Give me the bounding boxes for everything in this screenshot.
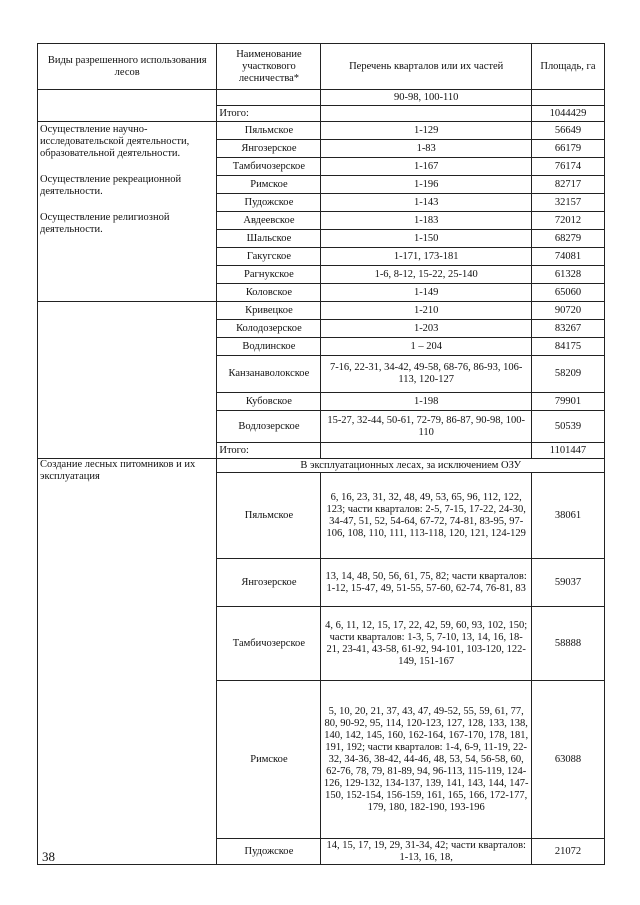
area: 84175: [531, 338, 604, 356]
quarters: 5, 10, 20, 21, 37, 43, 47, 49-52, 55, 59, 61, 77, 80, 90-92, 95, 114, 120-123, 127, 128, 133, 138, 140, 142, 145, 160, 162-164, 167-170, 178, 181, 191, 192; части кварталов: 1-4, 6-9, 11-19, 22-32, 34-36, 38-42, 44-46, 48, 53, 54, 56-58, 60, 62-76, 78, 79, 81-89, 94, 96-113, 115-119, 124-126, 129-132, 134-137, 139, 141, 143, 144, 147-150, 152-154, 156-159, 161, 165, 166, 172-177, 179, 180, 182-190, 193-196: [321, 681, 531, 839]
table-row: [38, 302, 605, 320]
area: 61328: [531, 266, 604, 284]
quarters: 1-83: [321, 140, 531, 158]
quarters: 1-150: [321, 230, 531, 248]
forestry-name: Кубовское: [217, 393, 321, 411]
table-row: [38, 122, 605, 140]
forestry-name: Римское: [217, 681, 321, 839]
total-label: Итого:: [217, 443, 321, 459]
forestry-name: Колодозерское: [217, 320, 321, 338]
use-line: Создание лесных питомников и их эксплуатация: [40, 459, 196, 482]
header-area: Площадь, га: [531, 44, 604, 90]
quarters: 1-6, 8-12, 15-22, 25-140: [321, 266, 531, 284]
quarters: 1-171, 173-181: [321, 248, 531, 266]
forestry-name: Коловское: [217, 284, 321, 302]
forestry-name: Пудожское: [217, 194, 321, 212]
continued-row: [38, 90, 605, 106]
quarters: 14, 15, 17, 19, 29, 31-34, 42; части кварталов: 1-13, 16, 18,: [321, 839, 531, 865]
area: 72012: [531, 212, 604, 230]
forestry-name: Пяльмское: [217, 473, 321, 559]
quarters: 1-183: [321, 212, 531, 230]
area: 50539: [531, 411, 604, 443]
quarters: 1-196: [321, 176, 531, 194]
quarters: 13, 14, 48, 50, 56, 61, 75, 82; части кварталов: 1-12, 15-47, 49, 51-55, 57-60, 62-74, 76-81, 83: [321, 559, 531, 607]
forestry-name: Пяльмское: [217, 122, 321, 140]
area: 63088: [531, 681, 604, 839]
area: 83267: [531, 320, 604, 338]
forest-use-table: [37, 43, 605, 865]
quarters: 1-149: [321, 284, 531, 302]
quarters: 1-198: [321, 393, 531, 411]
forestry-name: Гакугское: [217, 248, 321, 266]
header-quarters: Перечень кварталов или их частей: [321, 44, 531, 90]
area: 74081: [531, 248, 604, 266]
header-forestry-name: Наименование участкового лесничества*: [217, 44, 321, 90]
forestry-name: Рагнукское: [217, 266, 321, 284]
use-line: Осуществление научно-исследовательской деятельности, образовательной деятельности.: [40, 124, 190, 159]
use-type-cell: [38, 459, 217, 865]
forestry-name: Янгозерское: [217, 140, 321, 158]
use-line: Осуществление религиозной деятельности.: [40, 212, 170, 235]
area: 90720: [531, 302, 604, 320]
header-use-type: Виды разрешенного использования лесов: [38, 44, 217, 90]
total-quarters-cell: [321, 443, 531, 459]
area: 59037: [531, 559, 604, 607]
area: 65060: [531, 284, 604, 302]
area: 32157: [531, 194, 604, 212]
area: 66179: [531, 140, 604, 158]
area: 79901: [531, 393, 604, 411]
total-area: 1044429: [531, 106, 604, 122]
area: 82717: [531, 176, 604, 194]
use-type-cell: [38, 122, 217, 302]
continued-area-cell: [531, 90, 604, 106]
forestry-name: Водлозерское: [217, 411, 321, 443]
quarters: 1-203: [321, 320, 531, 338]
quarters: 7-16, 22-31, 34-42, 49-58, 68-76, 86-93, 106-113, 120-127: [321, 356, 531, 393]
quarters: 1 – 204: [321, 338, 531, 356]
forestry-name: Янгозерское: [217, 559, 321, 607]
area: 38061: [531, 473, 604, 559]
continued-use-cell: [38, 90, 217, 122]
forestry-name: Канзанаволокское: [217, 356, 321, 393]
quarters: 15-27, 32-44, 50-61, 72-79, 86-87, 90-98, 100-110: [321, 411, 531, 443]
area: 76174: [531, 158, 604, 176]
continued-quarters: 90-98, 100-110: [321, 90, 531, 106]
subheader: В эксплуатационных лесах, за исключением ОЗУ: [217, 459, 605, 473]
quarters: 1-210: [321, 302, 531, 320]
forestry-name: Тамбичозерское: [217, 607, 321, 681]
area: 68279: [531, 230, 604, 248]
page-number: 38: [42, 849, 55, 864]
forestry-name: Кривецкое: [217, 302, 321, 320]
table-header-row: [38, 44, 605, 90]
area: 56649: [531, 122, 604, 140]
continued-name-cell: [217, 90, 321, 106]
forestry-name: Водлинское: [217, 338, 321, 356]
forestry-name: Шальское: [217, 230, 321, 248]
forestry-name: Тамбичозерское: [217, 158, 321, 176]
area: 21072: [531, 839, 604, 865]
total-label: Итого:: [217, 106, 321, 122]
forestry-name: Пудожское: [217, 839, 321, 865]
quarters: 4, 6, 11, 12, 15, 17, 22, 42, 59, 60, 93, 102, 150; части кварталов: 1-3, 5, 7-10, 13, 14, 16, 18-21, 23-41, 43-58, 61-92, 94-101, 103-120, 122-149, 151-167: [321, 607, 531, 681]
area: 58888: [531, 607, 604, 681]
total-quarters-cell: [321, 106, 531, 122]
area: 58209: [531, 356, 604, 393]
use-line: Осуществление рекреационной деятельности.: [40, 174, 182, 197]
subheader-row: [38, 459, 605, 473]
forestry-name: Авдеевское: [217, 212, 321, 230]
forestry-name: Римское: [217, 176, 321, 194]
quarters: 6, 16, 23, 31, 32, 48, 49, 53, 65, 96, 112, 122, 123; части кварталов: 2-5, 7-15, 17-22, 24-30, 34-47, 51, 52, 54-64, 67-72, 74-81, 83-95, 97-106, 108, 110, 111, 113-118, 120, 121, 124-129: [321, 473, 531, 559]
quarters: 1-167: [321, 158, 531, 176]
use-type-cell-continued: [38, 302, 217, 459]
total-area: 1101447: [531, 443, 604, 459]
quarters: 1-143: [321, 194, 531, 212]
quarters: 1-129: [321, 122, 531, 140]
